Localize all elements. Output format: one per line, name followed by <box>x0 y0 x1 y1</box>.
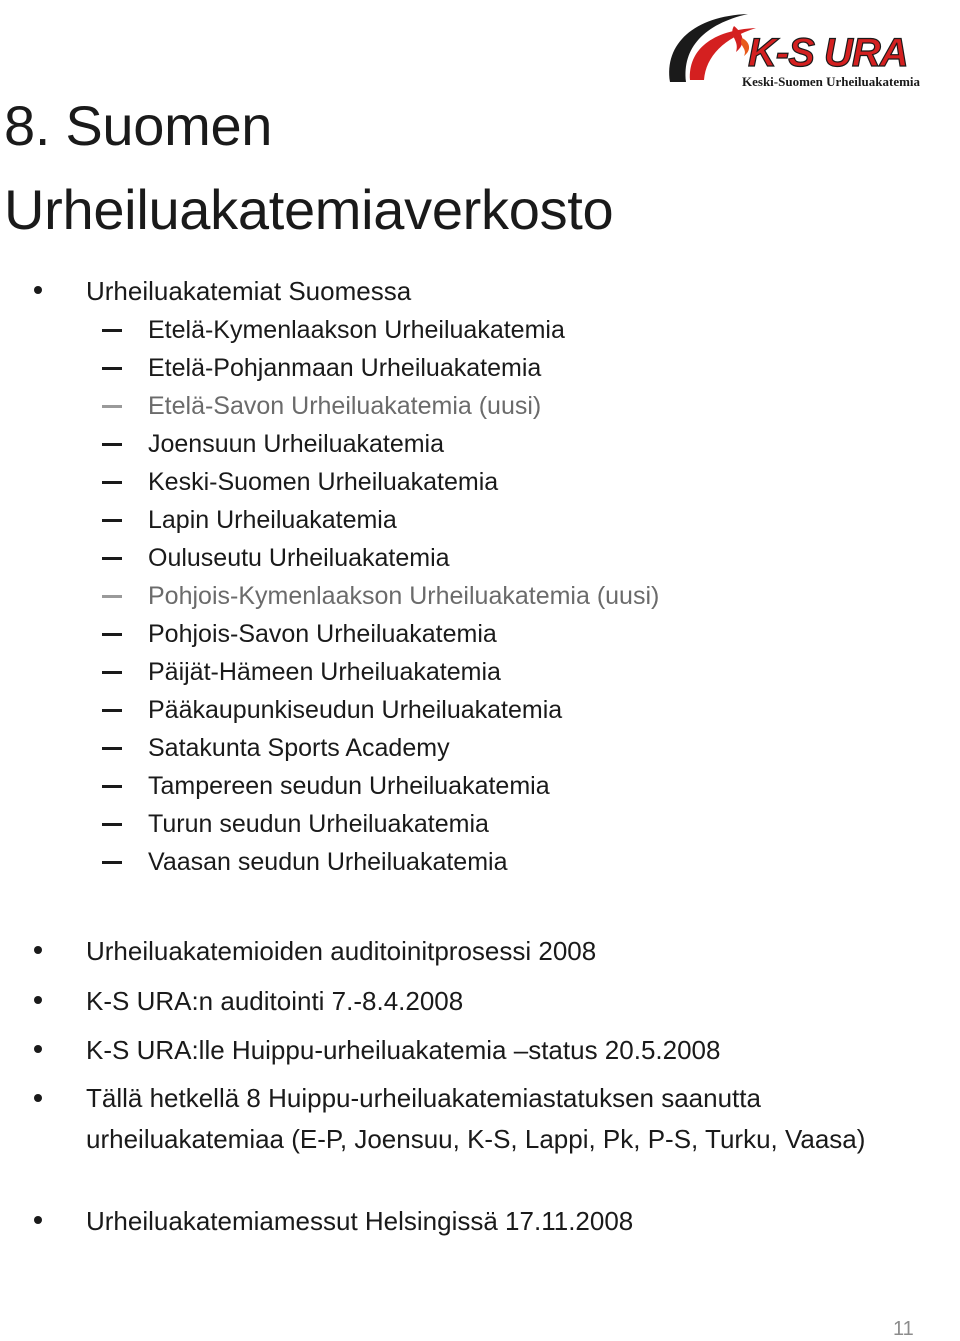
academy-item <box>0 388 960 426</box>
academy-item <box>0 692 960 730</box>
bullet-text: K-S URA:lle Huippu-urheiluakatemia –status 20.5.2008 <box>86 1035 721 1065</box>
academy-item <box>0 844 960 882</box>
dash-marker <box>102 747 122 750</box>
academy-name: Etelä-Savon Urheiluakatemia (uusi) <box>148 392 542 420</box>
dash-marker <box>102 823 122 826</box>
academy-item <box>0 540 960 578</box>
bullet-dot <box>34 1216 42 1224</box>
page-title <box>4 84 944 252</box>
academy-name: Pääkaupunkiseudun Urheiluakatemia <box>148 696 563 724</box>
bullet-dot <box>34 996 42 1004</box>
dash-marker <box>102 861 122 864</box>
bullet-text: Tällä hetkellä 8 Huippu-urheiluakatemiastatuksen saanutta urheiluakatemiaa (E-P, Joensuu, K-S, Lappi, Pk, P-S, Turku, Vaasa) <box>86 1083 866 1154</box>
bullet-current-status <box>0 1078 960 1202</box>
bullet-audit-process <box>0 930 960 972</box>
academy-name: Joensuun Urheiluakatemia <box>148 430 445 458</box>
academy-name: Turun seudun Urheiluakatemia <box>148 810 489 838</box>
academy-item <box>0 768 960 806</box>
ks-ura-logo <box>664 4 956 96</box>
dash-marker <box>102 405 122 408</box>
academy-name: Etelä-Pohjanmaan Urheiluakatemia <box>148 354 542 382</box>
academy-item <box>0 806 960 844</box>
bullet-dot <box>34 1094 42 1102</box>
logo-subtitle: Keski-Suomen Urheiluakatemia <box>742 74 921 89</box>
academy-item <box>0 654 960 692</box>
dash-marker <box>102 595 122 598</box>
page-number: 11 <box>893 1318 914 1340</box>
bullet-dot <box>34 1045 42 1053</box>
academy-item <box>0 616 960 654</box>
academy-item <box>0 312 960 350</box>
academy-item <box>0 730 960 768</box>
dash-marker <box>102 481 122 484</box>
academy-name: Etelä-Kymenlaakson Urheiluakatemia <box>148 316 565 344</box>
academy-item <box>0 502 960 540</box>
academy-name: Päijät-Hämeen Urheiluakatemia <box>148 658 501 686</box>
title-line-2: Urheiluakatemiaverkosto <box>4 178 614 241</box>
bullet-dot <box>34 286 42 294</box>
academy-item <box>0 426 960 464</box>
academy-name: Pohjois-Savon Urheiluakatemia <box>148 620 497 648</box>
academy-name: Pohjois-Kymenlaakson Urheiluakatemia (uusi) <box>148 582 660 610</box>
bullet-academies-in-finland <box>0 272 960 312</box>
logo-wordmark: K-S URA <box>748 31 908 75</box>
bullet-text: Urheiluakatemioiden auditoinitprosessi 2008 <box>86 936 597 966</box>
academy-name: Satakunta Sports Academy <box>148 734 450 762</box>
dash-marker <box>102 709 122 712</box>
academy-name: Ouluseutu Urheiluakatemia <box>148 544 450 572</box>
bullet-text: K-S URA:n auditointi 7.-8.4.2008 <box>86 986 464 1016</box>
dash-marker <box>102 785 122 788</box>
academy-name: Tampereen seudun Urheiluakatemia <box>148 772 550 800</box>
title-line-1: 8. Suomen <box>4 94 273 157</box>
bullet-text: Urheiluakatemiamessut Helsingissä 17.11.2008 <box>86 1206 634 1236</box>
academy-item <box>0 464 960 502</box>
dash-marker <box>102 329 122 332</box>
bullet-elite-status <box>0 1029 960 1071</box>
academy-name: Keski-Suomen Urheiluakatemia <box>148 468 499 496</box>
bullet-ks-ura-audit <box>0 980 960 1022</box>
academy-name: Vaasan seudun Urheiluakatemia <box>148 848 508 876</box>
dash-marker <box>102 557 122 560</box>
dash-marker <box>102 367 122 370</box>
dash-marker <box>102 519 122 522</box>
dash-marker <box>102 671 122 674</box>
bullet-text: Urheiluakatemiat Suomessa <box>86 276 412 306</box>
bullet-fair <box>0 1200 960 1242</box>
academy-name: Lapin Urheiluakatemia <box>148 506 397 534</box>
dash-marker <box>102 633 122 636</box>
academy-item <box>0 350 960 388</box>
bullet-dot <box>34 946 42 954</box>
academy-item <box>0 578 960 616</box>
dash-marker <box>102 443 122 446</box>
